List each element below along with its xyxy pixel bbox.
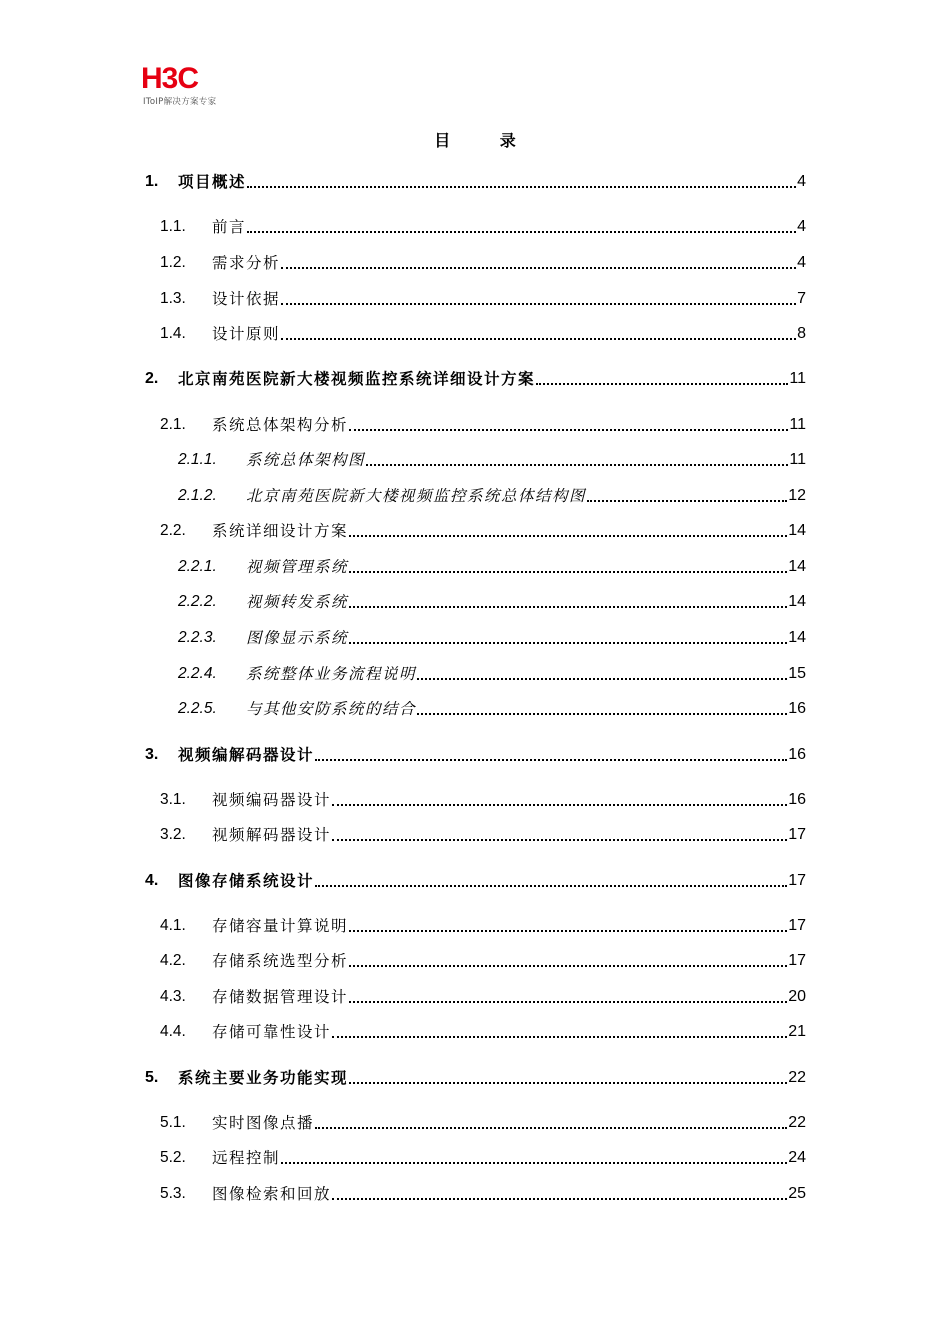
toc-page: 4: [797, 218, 806, 235]
toc-page: 11: [789, 370, 806, 387]
dot-leader: [315, 1126, 787, 1129]
dot-leader: [349, 964, 787, 967]
dot-leader: [315, 884, 787, 887]
toc-label: 视频编码器设计: [212, 791, 332, 809]
toc-entry[interactable]: [145, 786, 806, 810]
dot-leader: [349, 534, 787, 537]
toc-label: 北京南苑医院新大楼视频监控系统详细设计方案: [178, 370, 536, 388]
toc-number: 1.: [145, 173, 159, 190]
toc-entry[interactable]: [145, 553, 806, 577]
toc-number: 2.2.5.: [178, 700, 217, 717]
toc-number: 1.3.: [160, 290, 186, 307]
toc-number: 4.2.: [160, 952, 186, 969]
toc-page: 12: [788, 487, 806, 504]
dot-leader: [417, 712, 787, 715]
dot-leader: [332, 1035, 787, 1038]
toc-entry[interactable]: [145, 821, 806, 845]
toc-label: 与其他安防系统的结合: [246, 700, 417, 718]
dot-leader: [281, 266, 796, 269]
dot-leader: [281, 302, 796, 305]
dot-leader: [366, 463, 788, 466]
toc-label: 系统整体业务流程说明: [246, 665, 417, 683]
toc-entry[interactable]: [145, 1018, 806, 1042]
dot-leader: [332, 838, 787, 841]
dot-leader: [587, 499, 787, 502]
toc-entry[interactable]: [145, 912, 806, 936]
toc-page: 16: [788, 791, 806, 808]
toc-number: 4.1.: [160, 917, 186, 934]
toc-label: 图像显示系统: [246, 629, 349, 647]
toc-label: 视频转发系统: [246, 593, 349, 611]
toc-entry[interactable]: [145, 320, 806, 344]
toc-label: 系统总体架构图: [246, 451, 366, 469]
dot-leader: [349, 641, 787, 644]
toc-entry[interactable]: [145, 695, 806, 719]
dot-leader: [349, 428, 788, 431]
toc-entry[interactable]: [145, 624, 806, 648]
toc-number: 2.1.: [160, 416, 186, 433]
toc-entry[interactable]: [145, 517, 806, 541]
toc-page: 14: [788, 558, 806, 575]
toc-label: 前言: [212, 218, 247, 236]
toc-title: 目 录: [434, 131, 538, 150]
toc-page: 4: [797, 254, 806, 271]
toc-label: 实时图像点播: [212, 1114, 315, 1132]
toc-label: 图像存储系统设计: [178, 872, 315, 890]
toc-entry[interactable]: [145, 365, 806, 389]
toc-number: 2.: [145, 370, 159, 387]
toc-number: 1.4.: [160, 325, 186, 342]
toc-page: 8: [797, 325, 806, 342]
dot-leader: [417, 677, 787, 680]
dot-leader: [349, 929, 787, 932]
toc-page: 17: [788, 952, 806, 969]
toc-page: 16: [788, 746, 806, 763]
toc-number: 2.2.4.: [178, 665, 217, 682]
toc-page: 17: [788, 917, 806, 934]
dot-leader: [349, 1081, 787, 1084]
dot-leader: [247, 185, 796, 188]
toc-number: 2.1.1.: [178, 451, 217, 468]
toc-number: 4.: [145, 872, 159, 889]
toc-label: 北京南苑医院新大楼视频监控系统总体结构图: [246, 487, 587, 505]
toc-label: 存储系统选型分析: [212, 952, 349, 970]
toc-entry[interactable]: [145, 213, 806, 237]
logo-mark: H3C: [141, 62, 199, 95]
toc-number: 2.2.1.: [178, 558, 217, 575]
toc-entry[interactable]: [145, 1180, 806, 1204]
toc-number: 3.1.: [160, 791, 186, 808]
toc-label: 远程控制: [212, 1149, 281, 1167]
toc-number: 1.2.: [160, 254, 186, 271]
toc-label: 系统主要业务功能实现: [178, 1069, 349, 1087]
toc-page: 20: [788, 988, 806, 1005]
toc-number: 4.4.: [160, 1023, 186, 1040]
toc-page: 15: [788, 665, 806, 682]
toc-page: 17: [788, 872, 806, 889]
toc-entry[interactable]: [145, 660, 806, 684]
toc-label: 需求分析: [212, 254, 281, 272]
toc-label: 存储容量计算说明: [212, 917, 349, 935]
toc-page: 22: [788, 1114, 806, 1131]
toc-page: 17: [788, 826, 806, 843]
dot-leader: [349, 570, 787, 573]
toc-label: 存储数据管理设计: [212, 988, 349, 1006]
dot-leader: [349, 605, 787, 608]
toc-number: 2.1.2.: [178, 487, 217, 504]
toc-entry[interactable]: [145, 285, 806, 309]
dot-leader: [281, 1161, 787, 1164]
toc-entry[interactable]: [145, 947, 806, 971]
dot-leader: [536, 382, 788, 385]
toc-entry[interactable]: [145, 1144, 806, 1168]
toc-entry[interactable]: [145, 1109, 806, 1133]
toc-page: 25: [788, 1185, 806, 1202]
dot-leader: [332, 1197, 787, 1200]
toc-number: 5.1.: [160, 1114, 186, 1131]
toc-page: 7: [797, 290, 806, 307]
toc-page: 14: [788, 593, 806, 610]
dot-leader: [332, 803, 787, 806]
toc-page: 14: [788, 629, 806, 646]
toc-label: 设计依据: [212, 290, 281, 308]
toc-label: 项目概述: [178, 173, 247, 191]
toc-entry[interactable]: [145, 1064, 806, 1088]
toc-page: 16: [788, 700, 806, 717]
toc-page: 24: [788, 1149, 806, 1166]
toc-entry[interactable]: [145, 249, 806, 273]
toc-entry[interactable]: [145, 588, 806, 612]
toc-number: 2.2.3.: [178, 629, 217, 646]
toc-entry[interactable]: [145, 168, 806, 192]
toc-number: 3.2.: [160, 826, 186, 843]
toc-entry[interactable]: [145, 411, 806, 435]
toc-number: 2.2.2.: [178, 593, 217, 610]
toc-label: 视频解码器设计: [212, 826, 332, 844]
h3c-logo: [141, 64, 241, 108]
toc-label: 系统详细设计方案: [212, 522, 349, 540]
toc-label: 系统总体架构分析: [212, 416, 349, 434]
toc-entry[interactable]: [145, 867, 806, 891]
toc-label: 存储可靠性设计: [212, 1023, 332, 1041]
toc-number: 5.: [145, 1069, 159, 1086]
toc-page: 11: [789, 416, 806, 433]
toc-entry[interactable]: [145, 741, 806, 765]
toc-entry[interactable]: [145, 446, 806, 470]
toc-entry[interactable]: [145, 983, 806, 1007]
toc-page: 14: [788, 522, 806, 539]
toc-label: 设计原则: [212, 325, 281, 343]
toc-page: 11: [789, 451, 806, 468]
toc-label: 图像检索和回放: [212, 1185, 332, 1203]
toc-number: 3.: [145, 746, 159, 763]
toc-label: 视频编解码器设计: [178, 746, 315, 764]
toc-number: 2.2.: [160, 522, 186, 539]
dot-leader: [315, 758, 787, 761]
toc-number: 5.2.: [160, 1149, 186, 1166]
toc-number: 1.1.: [160, 218, 186, 235]
toc-number: 5.3.: [160, 1185, 186, 1202]
toc-entry[interactable]: [145, 482, 806, 506]
toc-page: 22: [788, 1069, 806, 1086]
logo-tagline: IToIP解决方案专家: [143, 97, 217, 107]
toc-number: 4.3.: [160, 988, 186, 1005]
dot-leader: [247, 230, 796, 233]
toc-label: 视频管理系统: [246, 558, 349, 576]
dot-leader: [349, 1000, 787, 1003]
toc-page: 21: [788, 1023, 806, 1040]
toc-page: 4: [797, 173, 806, 190]
dot-leader: [281, 337, 796, 340]
